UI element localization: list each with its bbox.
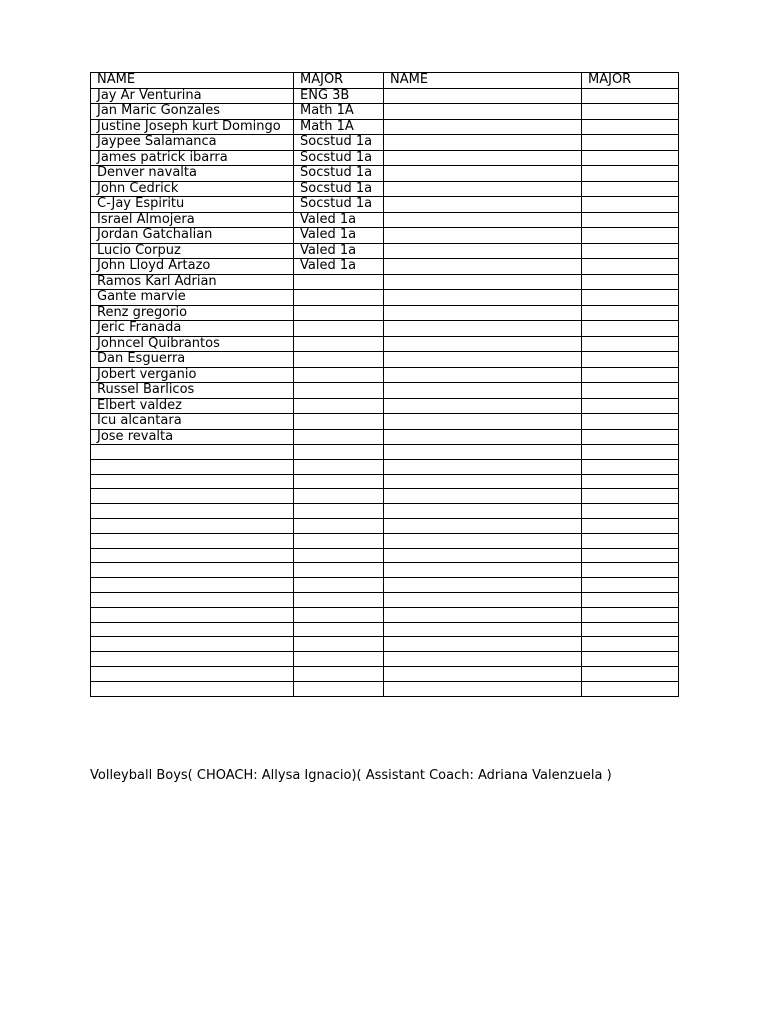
table-row xyxy=(91,383,679,399)
name-cell: Icu alcantara xyxy=(91,414,294,430)
table-row xyxy=(91,637,679,652)
major-cell xyxy=(294,429,384,445)
name-cell-2 xyxy=(384,578,582,593)
major-cell-2 xyxy=(582,681,679,696)
major-cell xyxy=(294,548,384,563)
table-row xyxy=(91,352,679,368)
name-cell-2 xyxy=(384,548,582,563)
major-cell xyxy=(294,681,384,696)
name-cell: Jaypee Salamanca xyxy=(91,135,294,151)
name-cell-2 xyxy=(384,212,582,228)
major-cell-2 xyxy=(582,336,679,352)
major-cell xyxy=(294,504,384,519)
table-row xyxy=(91,336,679,352)
name-cell xyxy=(91,622,294,637)
table-row xyxy=(91,445,679,460)
major-cell-2 xyxy=(582,592,679,607)
major-cell xyxy=(294,414,384,430)
table-row xyxy=(91,504,679,519)
major-cell xyxy=(294,518,384,533)
name-cell-2 xyxy=(384,504,582,519)
major-cell-2 xyxy=(582,563,679,578)
name-cell xyxy=(91,489,294,504)
major-cell xyxy=(294,622,384,637)
name-cell-2 xyxy=(384,321,582,337)
header-name-1: NAME xyxy=(91,73,294,89)
major-cell: Valed 1a xyxy=(294,212,384,228)
table-row xyxy=(91,290,679,306)
major-cell-2 xyxy=(582,652,679,667)
name-cell: James patrick ibarra xyxy=(91,150,294,166)
table-header-row xyxy=(91,73,679,89)
major-cell-2 xyxy=(582,637,679,652)
name-cell-2 xyxy=(384,228,582,244)
major-cell-2 xyxy=(582,88,679,104)
table-row xyxy=(91,305,679,321)
name-cell: Ramos Karl Adrian xyxy=(91,274,294,290)
table-row xyxy=(91,489,679,504)
name-cell-2 xyxy=(384,474,582,489)
major-cell: Valed 1a xyxy=(294,259,384,275)
table-row xyxy=(91,321,679,337)
name-cell xyxy=(91,578,294,593)
major-cell xyxy=(294,383,384,399)
table-row xyxy=(91,548,679,563)
name-cell xyxy=(91,504,294,519)
major-cell-2 xyxy=(582,197,679,213)
major-cell xyxy=(294,445,384,460)
table-row xyxy=(91,681,679,696)
name-cell: Justine Joseph kurt Domingo xyxy=(91,119,294,135)
major-cell-2 xyxy=(582,533,679,548)
major-cell xyxy=(294,352,384,368)
name-cell xyxy=(91,681,294,696)
name-cell-2 xyxy=(384,166,582,182)
name-cell-2 xyxy=(384,563,582,578)
major-cell xyxy=(294,489,384,504)
table-row xyxy=(91,367,679,383)
major-cell: ENG 3B xyxy=(294,88,384,104)
name-cell-2 xyxy=(384,336,582,352)
header-major-1: MAJOR xyxy=(294,73,384,89)
major-cell xyxy=(294,607,384,622)
major-cell-2 xyxy=(582,414,679,430)
major-cell xyxy=(294,336,384,352)
table-row xyxy=(91,212,679,228)
table-row xyxy=(91,398,679,414)
name-cell: Russel Barlicos xyxy=(91,383,294,399)
name-cell xyxy=(91,459,294,474)
name-cell-2 xyxy=(384,398,582,414)
major-cell-2 xyxy=(582,228,679,244)
major-cell-2 xyxy=(582,504,679,519)
table-row xyxy=(91,228,679,244)
major-cell-2 xyxy=(582,166,679,182)
major-cell-2 xyxy=(582,181,679,197)
table-row xyxy=(91,197,679,213)
major-cell-2 xyxy=(582,212,679,228)
name-cell: John Lloyd Artazo xyxy=(91,259,294,275)
table-row xyxy=(91,578,679,593)
major-cell-2 xyxy=(582,578,679,593)
table-row xyxy=(91,652,679,667)
name-cell xyxy=(91,518,294,533)
name-cell xyxy=(91,666,294,681)
major-cell: Socstud 1a xyxy=(294,135,384,151)
major-cell: Socstud 1a xyxy=(294,197,384,213)
name-cell-2 xyxy=(384,666,582,681)
major-cell-2 xyxy=(582,445,679,460)
name-cell xyxy=(91,533,294,548)
major-cell-2 xyxy=(582,119,679,135)
name-cell-2 xyxy=(384,622,582,637)
team-caption: Volleyball Boys( CHOACH: Allysa Ignacio)( Assistant Coach: Adriana Valenzuela ) xyxy=(90,768,612,783)
name-cell: Johncel Quibrantos xyxy=(91,336,294,352)
major-cell: Valed 1a xyxy=(294,228,384,244)
roster-table xyxy=(90,72,679,697)
major-cell xyxy=(294,533,384,548)
name-cell-2 xyxy=(384,518,582,533)
header-major-2: MAJOR xyxy=(582,73,679,89)
major-cell xyxy=(294,290,384,306)
major-cell-2 xyxy=(582,607,679,622)
name-cell xyxy=(91,652,294,667)
table-row xyxy=(91,150,679,166)
name-cell xyxy=(91,637,294,652)
table-row xyxy=(91,607,679,622)
name-cell: Israel Almojera xyxy=(91,212,294,228)
major-cell xyxy=(294,563,384,578)
table-row xyxy=(91,414,679,430)
major-cell xyxy=(294,666,384,681)
major-cell xyxy=(294,305,384,321)
major-cell xyxy=(294,274,384,290)
name-cell-2 xyxy=(384,243,582,259)
name-cell-2 xyxy=(384,637,582,652)
name-cell-2 xyxy=(384,429,582,445)
table-row xyxy=(91,166,679,182)
name-cell-2 xyxy=(384,88,582,104)
major-cell-2 xyxy=(582,518,679,533)
name-cell-2 xyxy=(384,197,582,213)
name-cell-2 xyxy=(384,352,582,368)
name-cell: Jordan Gatchalian xyxy=(91,228,294,244)
major-cell xyxy=(294,592,384,607)
major-cell-2 xyxy=(582,259,679,275)
name-cell: Jose revalta xyxy=(91,429,294,445)
major-cell-2 xyxy=(582,398,679,414)
major-cell xyxy=(294,637,384,652)
name-cell xyxy=(91,563,294,578)
name-cell-2 xyxy=(384,459,582,474)
table-row xyxy=(91,474,679,489)
name-cell: John Cedrick xyxy=(91,181,294,197)
table-row xyxy=(91,592,679,607)
table-row xyxy=(91,181,679,197)
major-cell-2 xyxy=(582,367,679,383)
table-row xyxy=(91,666,679,681)
major-cell: Socstud 1a xyxy=(294,150,384,166)
major-cell xyxy=(294,474,384,489)
name-cell xyxy=(91,607,294,622)
name-cell-2 xyxy=(384,290,582,306)
table-row xyxy=(91,135,679,151)
major-cell xyxy=(294,367,384,383)
name-cell: Lucio Corpuz xyxy=(91,243,294,259)
major-cell-2 xyxy=(582,474,679,489)
name-cell: Denver navalta xyxy=(91,166,294,182)
name-cell xyxy=(91,445,294,460)
name-cell xyxy=(91,474,294,489)
table-row xyxy=(91,274,679,290)
name-cell-2 xyxy=(384,305,582,321)
major-cell-2 xyxy=(582,459,679,474)
table-row xyxy=(91,533,679,548)
major-cell-2 xyxy=(582,429,679,445)
major-cell-2 xyxy=(582,290,679,306)
name-cell: Elbert valdez xyxy=(91,398,294,414)
major-cell xyxy=(294,459,384,474)
name-cell: Jan Maric Gonzales xyxy=(91,104,294,120)
table-row xyxy=(91,104,679,120)
major-cell-2 xyxy=(582,150,679,166)
name-cell xyxy=(91,592,294,607)
major-cell: Math 1A xyxy=(294,119,384,135)
name-cell: Jay Ar Venturina xyxy=(91,88,294,104)
name-cell: Renz gregorio xyxy=(91,305,294,321)
major-cell xyxy=(294,652,384,667)
table-row xyxy=(91,259,679,275)
major-cell xyxy=(294,321,384,337)
table-row xyxy=(91,459,679,474)
major-cell xyxy=(294,578,384,593)
major-cell: Socstud 1a xyxy=(294,166,384,182)
name-cell-2 xyxy=(384,607,582,622)
header-name-2: NAME xyxy=(384,73,582,89)
major-cell-2 xyxy=(582,622,679,637)
major-cell-2 xyxy=(582,104,679,120)
roster-body xyxy=(91,88,679,696)
name-cell: Gante marvie xyxy=(91,290,294,306)
table-row xyxy=(91,429,679,445)
name-cell: Jeric Franada xyxy=(91,321,294,337)
major-cell-2 xyxy=(582,666,679,681)
name-cell-2 xyxy=(384,259,582,275)
table-row xyxy=(91,243,679,259)
major-cell xyxy=(294,398,384,414)
major-cell-2 xyxy=(582,274,679,290)
table-row xyxy=(91,88,679,104)
name-cell: Jobert verganio xyxy=(91,367,294,383)
major-cell-2 xyxy=(582,243,679,259)
major-cell-2 xyxy=(582,548,679,563)
table-row xyxy=(91,119,679,135)
name-cell-2 xyxy=(384,681,582,696)
table-row xyxy=(91,518,679,533)
name-cell-2 xyxy=(384,414,582,430)
name-cell-2 xyxy=(384,489,582,504)
name-cell-2 xyxy=(384,135,582,151)
name-cell: C-Jay Espiritu xyxy=(91,197,294,213)
name-cell-2 xyxy=(384,104,582,120)
major-cell: Socstud 1a xyxy=(294,181,384,197)
major-cell-2 xyxy=(582,305,679,321)
major-cell-2 xyxy=(582,352,679,368)
name-cell-2 xyxy=(384,383,582,399)
name-cell-2 xyxy=(384,367,582,383)
name-cell xyxy=(91,548,294,563)
name-cell-2 xyxy=(384,181,582,197)
name-cell: Dan Esguerra xyxy=(91,352,294,368)
table-row xyxy=(91,563,679,578)
name-cell-2 xyxy=(384,119,582,135)
name-cell-2 xyxy=(384,533,582,548)
major-cell: Valed 1a xyxy=(294,243,384,259)
name-cell-2 xyxy=(384,445,582,460)
name-cell-2 xyxy=(384,274,582,290)
major-cell: Math 1A xyxy=(294,104,384,120)
table-row xyxy=(91,622,679,637)
major-cell-2 xyxy=(582,383,679,399)
name-cell-2 xyxy=(384,150,582,166)
major-cell-2 xyxy=(582,489,679,504)
major-cell-2 xyxy=(582,135,679,151)
major-cell-2 xyxy=(582,321,679,337)
name-cell-2 xyxy=(384,652,582,667)
name-cell-2 xyxy=(384,592,582,607)
